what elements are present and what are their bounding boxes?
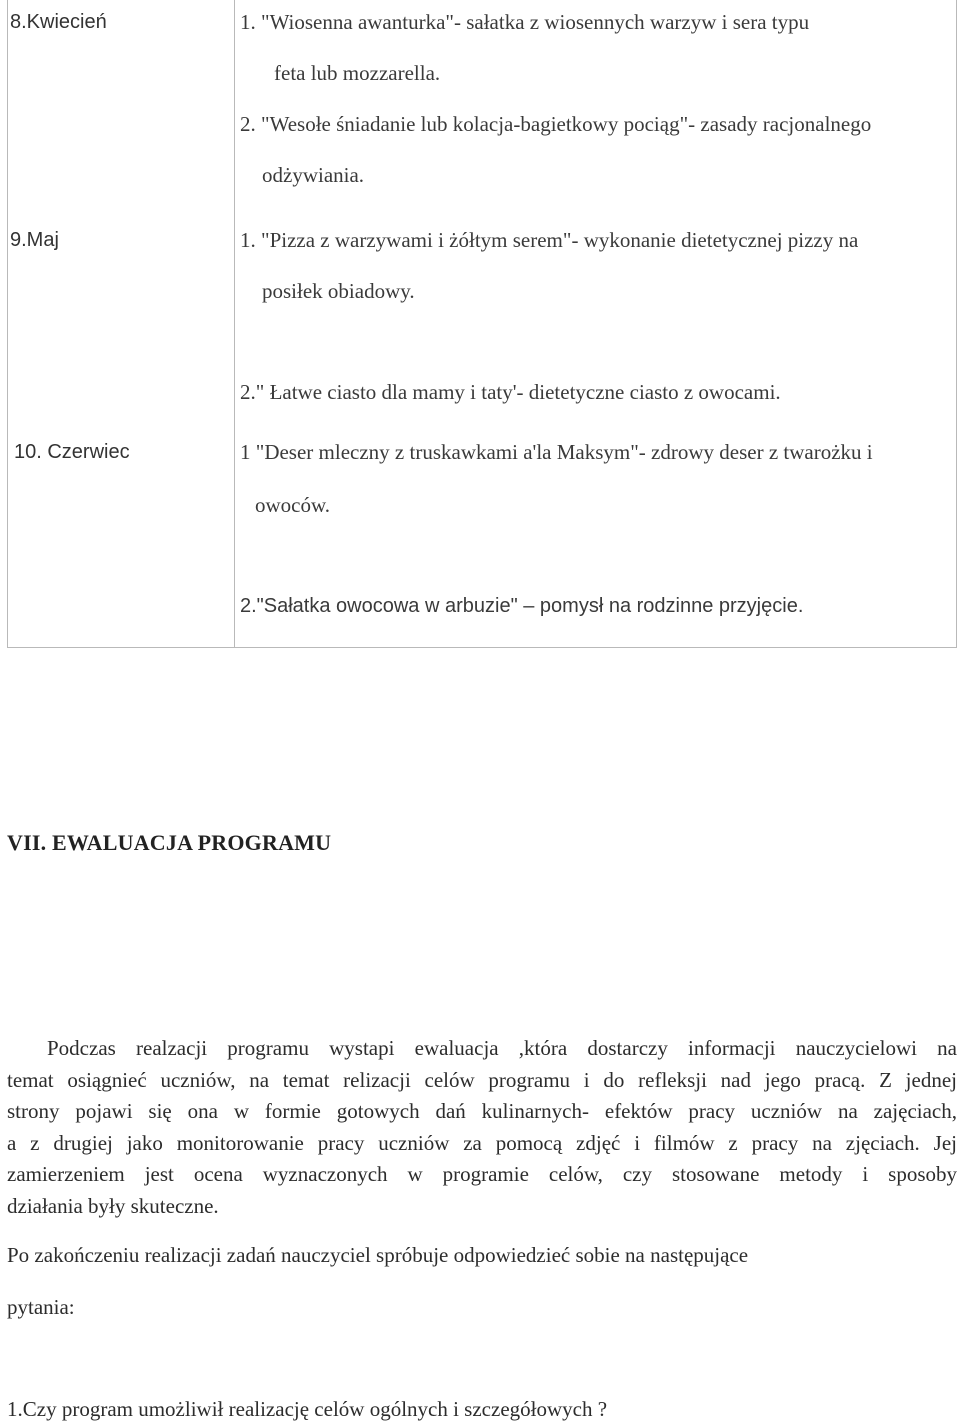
question-item: 1.Czy program umożliwił realizację celów ogólnych i szczegółowych ? — [7, 1397, 608, 1421]
paragraph-line: a z drugiej jako monitorowanie pracy uczniów za pomocą zdjęć i filmów z pracy na zjęciach. Jej — [7, 1130, 957, 1155]
paragraph-line: zamierzeniem jest ocena wyznaczonych w programie celów, czy stosowane metody i sposoby — [7, 1162, 957, 1186]
table-column-divider — [234, 0, 235, 647]
topic-item-line: 1 "Deser mleczny z truskawkami a'la Maksym"- zdrowy deser z twarożku i — [240, 440, 873, 464]
topic-item-line: 2." Łatwe ciasto dla mamy i taty'- dietetyczne ciasto z owocami. — [240, 380, 781, 404]
section-heading: VII. EWALUACJA PROGRAMU — [7, 830, 332, 855]
paragraph-line: działania były skuteczne. — [7, 1193, 219, 1218]
topic-item-line: 2."Sałatka owocowa w arbuzie" – pomysł na rodzinne przyjęcie. — [240, 595, 804, 617]
topic-item-line: odżywiania. — [262, 163, 365, 187]
table-row-month: 9.Maj — [10, 229, 59, 251]
evaluation-paragraph — [7, 1033, 957, 1222]
monthly-topics-table — [7, 0, 957, 648]
paragraph-line: Podczas realzacji programu wystapi ewaluacja ,która dostarczy informacji nauczycielowi na — [47, 1036, 957, 1060]
table-row-month: 10. Czerwiec — [14, 441, 130, 463]
paragraph-line: strony pojawi się ona w formie gotowych dań kulinarnych- efektów pracy uczniów na zajęciach, — [7, 1099, 957, 1123]
topic-item-line: 1. "Pizza z warzywami i żółtym serem"- wykonanie dietetycznej pizzy na — [240, 228, 859, 252]
paragraph-line: temat osiągnieć uczniów, na temat relizacji celów programu i do refleksji nad jego pracą. Z jednej — [7, 1067, 957, 1092]
topic-item-line: 1. "Wiosenna awanturka"- sałatka z wiosennych warzyw i sera typu — [240, 10, 810, 34]
table-row-month: 8.Kwiecień — [10, 11, 107, 33]
topic-item-line: owoców. — [255, 493, 331, 517]
topic-item-line: 2. "Wesołe śniadanie lub kolacja-bagietkowy pociąg"- zasady racjonalnego — [240, 112, 872, 136]
intro-line: pytania: — [7, 1295, 75, 1319]
topic-item-line: posiłek obiadowy. — [262, 279, 415, 303]
intro-line: Po zakończeniu realizacji zadań nauczyciel spróbuje odpowiedzieć sobie na następujące — [7, 1243, 749, 1267]
topic-item-line: feta lub mozzarella. — [274, 61, 441, 85]
